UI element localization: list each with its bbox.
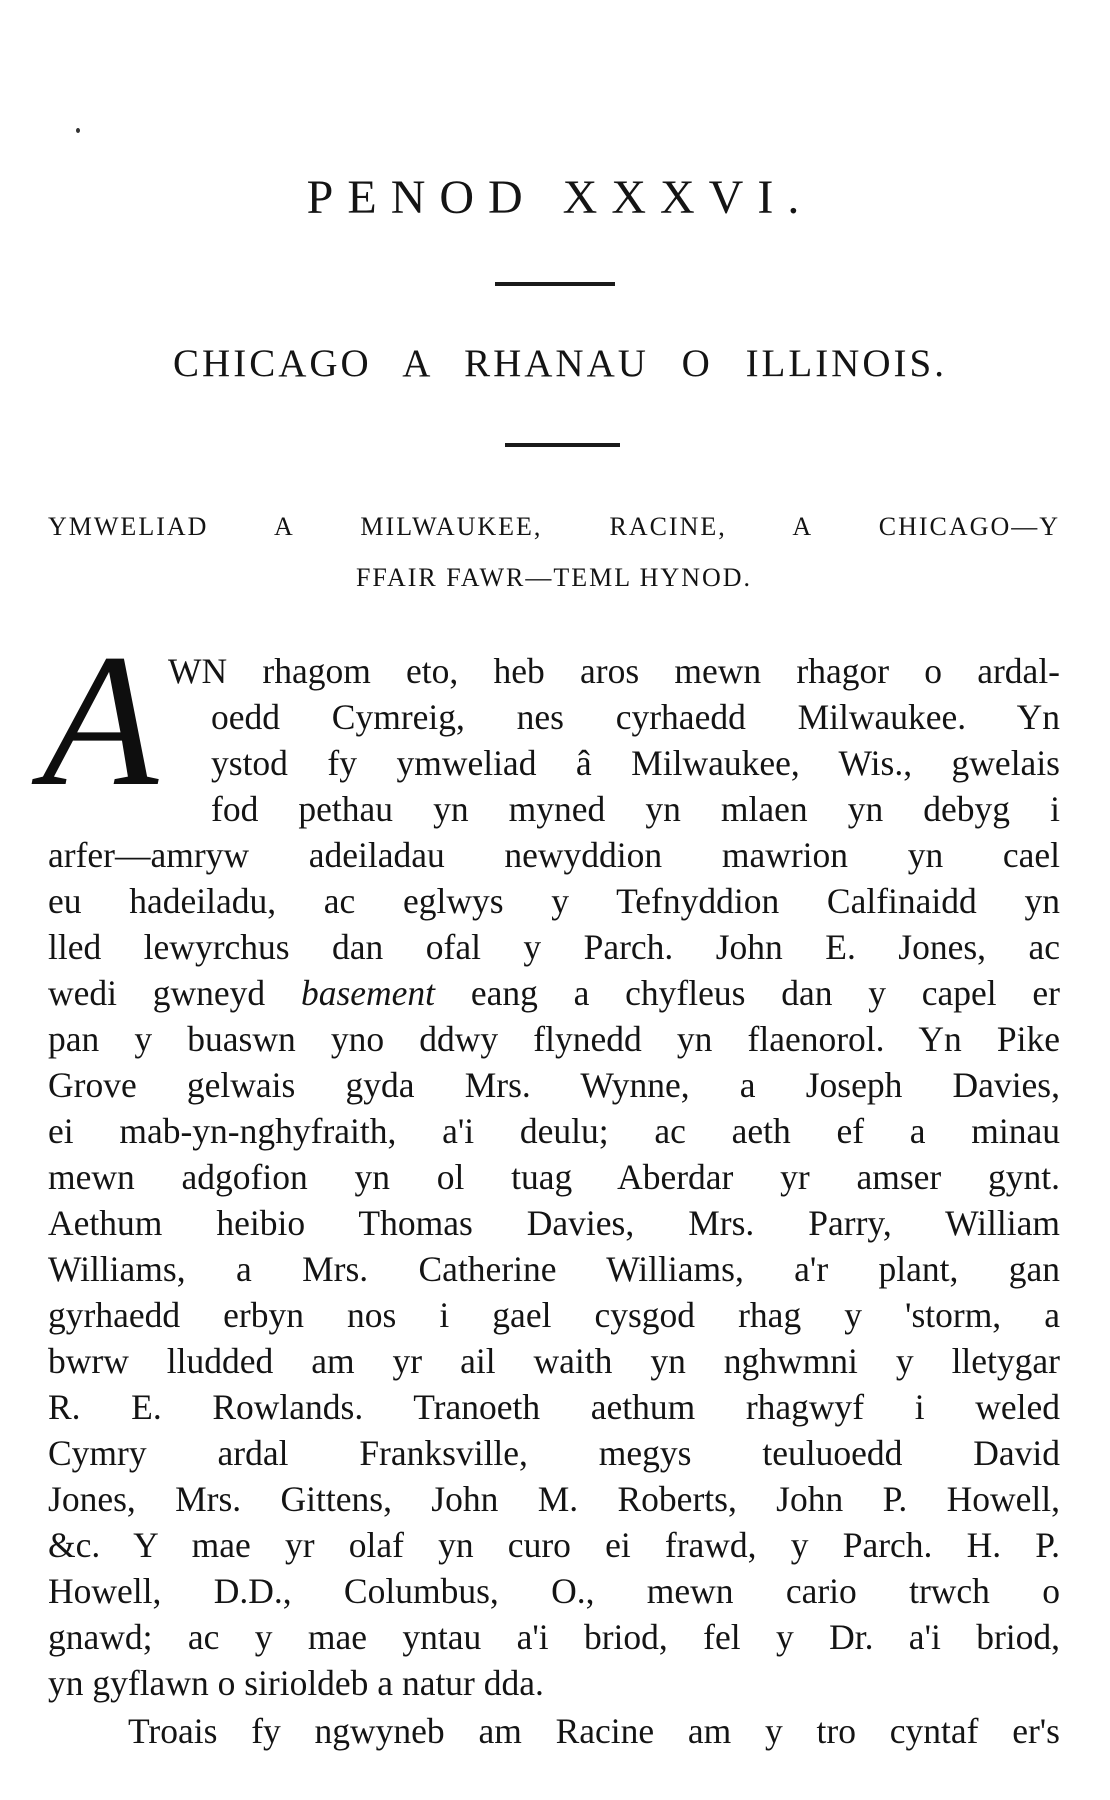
- title-rule: [505, 443, 620, 447]
- italic-term: basement: [300, 973, 436, 1013]
- paragraph-line: gyrhaedd erbyn nos i gael cysgod rhag y 'storm, a: [48, 1295, 1060, 1335]
- paragraph-line: fod pethau yn myned yn mlaen yn debyg i: [211, 789, 1060, 829]
- paragraph-line: oedd Cymreig, nes cyrhaedd Milwaukee. Yn: [211, 697, 1060, 737]
- paragraph-line: pan y buaswn yno ddwy flynedd yn flaenorol. Yn Pike: [48, 1019, 1060, 1059]
- chapter-summary-line-2: FFAIR FAWR—TEML HYNOD.: [355, 563, 753, 592]
- paragraph-line: Grove gelwais gyda Mrs. Wynne, a Joseph Davies,: [48, 1065, 1060, 1105]
- chapter-number-heading: PENOD XXXVI.: [306, 171, 814, 224]
- paragraph-line: eu hadeiladu, ac eglwys y Tefnyddion Calfinaidd yn: [48, 881, 1060, 921]
- paragraph-line-mixed: [48, 970, 1060, 1016]
- heading-rule: [495, 282, 615, 286]
- paragraph-line: mewn adgofion yn ol tuag Aberdar yr amser gynt.: [48, 1157, 1060, 1197]
- paragraph-line: ei mab-yn-nghyfraith, a'i deulu; ac aeth ef a minau: [48, 1111, 1060, 1151]
- paragraph-line: ystod fy ymweliad â Milwaukee, Wis., gwelais: [211, 743, 1060, 783]
- paragraph-line: WN rhagom eto, heb aros mewn rhagor o ardal-: [168, 651, 1060, 691]
- paragraph-line: Williams, a Mrs. Catherine Williams, a'r plant, gan: [48, 1249, 1060, 1289]
- paragraph-text: eang a chyfleus dan y capel er: [470, 973, 1061, 1013]
- paragraph-line: R. E. Rowlands. Tranoeth aethum rhagwyf i weled: [48, 1387, 1060, 1427]
- paragraph-text: wedi gwneyd: [48, 973, 266, 1013]
- ink-speck: [76, 128, 80, 133]
- paragraph-line: gnawd; ac y mae yntau a'i briod, fel y Dr. a'i briod,: [48, 1617, 1060, 1657]
- paragraph-2: [48, 1708, 1060, 1754]
- paragraph-1: [48, 648, 1060, 1706]
- drop-cap-letter: A: [42, 616, 159, 826]
- paragraph-line: Jones, Mrs. Gittens, John M. Roberts, John P. Howell,: [48, 1479, 1060, 1519]
- paragraph-line: bwrw lludded am yr ail waith yn nghwmni y lletygar: [48, 1341, 1060, 1381]
- paragraph-line: lled lewyrchus dan ofal y Parch. John E. Jones, ac: [48, 927, 1060, 967]
- paragraph-line: Aethum heibio Thomas Davies, Mrs. Parry, William: [48, 1203, 1060, 1243]
- chapter-title: CHICAGO A RHANAU O ILLINOIS.: [173, 342, 947, 385]
- chapter-summary-line-1: YMWELIAD A MILWAUKEE, RACINE, A CHICAGO—Y: [48, 512, 1060, 541]
- paragraph-line: Howell, D.D., Columbus, O., mewn cario trwch o: [48, 1571, 1060, 1611]
- paragraph-line: yn gyflawn o sirioldeb a natur dda.: [48, 1663, 544, 1703]
- paragraph-line: &c. Y mae yr olaf yn curo ei frawd, y Parch. H. P.: [48, 1525, 1060, 1565]
- paragraph-line: Troais fy ngwyneb am Racine am y tro cyntaf er's: [128, 1711, 1060, 1751]
- paragraph-line: Cymry ardal Franksville, megys teuluoedd David: [48, 1433, 1060, 1473]
- paragraph-line: arfer—amryw adeiladau newyddion mawrion yn cael: [48, 835, 1060, 875]
